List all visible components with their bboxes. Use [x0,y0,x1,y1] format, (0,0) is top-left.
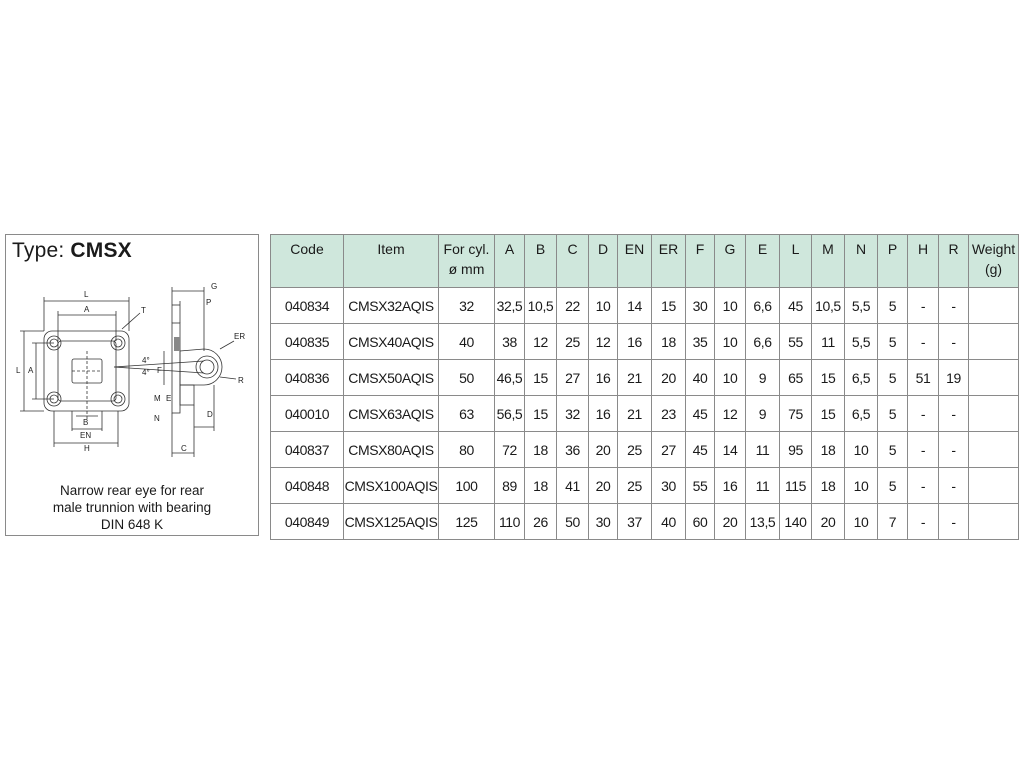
dim-label: EN [80,431,92,440]
column-header [878,235,908,288]
table-cell: 25 [557,324,589,360]
table-cell: 10,5 [525,288,557,324]
dim-label: L [84,290,89,299]
column-header [271,235,344,288]
dim-label: T [141,306,146,315]
column-header [939,235,969,288]
table-cell: 5 [878,324,908,360]
table-cell: 27 [557,360,589,396]
column-header-label: EN [624,241,645,257]
table-cell: - [908,324,939,360]
table-cell: 27 [652,432,686,468]
table-cell: 75 [780,396,812,432]
table-cell: 41 [557,468,589,504]
table-cell: 30 [686,288,715,324]
table-cell: 25 [618,432,652,468]
table-cell: 32 [439,288,495,324]
table-cell: 6,6 [746,324,780,360]
table-cell: 20 [812,504,845,540]
column-header [439,235,495,288]
table-cell: 55 [780,324,812,360]
dim-label: N [154,414,160,423]
table-cell: 32,5 [495,288,525,324]
table-cell: 18 [812,432,845,468]
table-cell: 21 [618,396,652,432]
table-cell: 9 [746,396,780,432]
table-cell: 30 [589,504,618,540]
table-cell: 15 [652,288,686,324]
table-cell: 115 [780,468,812,504]
table-cell: - [939,396,969,432]
table-cell: 72 [495,432,525,468]
dim-label: 4° [142,356,150,365]
table-cell: 19 [939,360,969,396]
column-header [845,235,878,288]
table-cell: 20 [589,468,618,504]
table-cell: 10 [589,288,618,324]
table-cell: 10 [845,432,878,468]
column-header [780,235,812,288]
table-cell: 040010 [271,396,344,432]
table-cell: 65 [780,360,812,396]
column-header [495,235,525,288]
table-cell: 5 [878,432,908,468]
table-cell [969,468,1019,504]
table-cell: 12 [525,324,557,360]
table-cell: 040836 [271,360,344,396]
table-cell: 15 [812,360,845,396]
table-cell: 125 [439,504,495,540]
table-cell: 50 [439,360,495,396]
column-header-label: Item [377,241,405,257]
table-cell: 89 [495,468,525,504]
table-cell: - [908,504,939,540]
table-cell: 45 [686,396,715,432]
table-cell [969,504,1019,540]
table-cell: 45 [780,288,812,324]
table-cell: 5,5 [845,288,878,324]
table-cell: 110 [495,504,525,540]
table-row [271,432,1019,468]
table-row [271,504,1019,540]
table-cell: 25 [618,468,652,504]
table-cell [969,432,1019,468]
table-cell: 40 [652,504,686,540]
table-cell: 16 [589,360,618,396]
column-header [618,235,652,288]
column-header [908,235,939,288]
table-cell: 18 [812,468,845,504]
table-cell: 18 [652,324,686,360]
header-row [271,235,1019,288]
dim-label: M [154,394,161,403]
table-cell: 10,5 [812,288,845,324]
table-cell: 36 [557,432,589,468]
column-header [686,235,715,288]
table-cell: 6,6 [746,288,780,324]
column-header [715,235,746,288]
table-cell: 32 [557,396,589,432]
dim-label: L [16,366,21,375]
dim-label: D [207,410,213,419]
column-header-label: P [887,241,898,257]
table-cell: 51 [908,360,939,396]
table-cell: 12 [715,396,746,432]
column-header-label: ER [658,241,679,257]
table-cell: 23 [652,396,686,432]
table-cell: 40 [686,360,715,396]
table-row [271,468,1019,504]
table-cell: 6,5 [845,360,878,396]
column-header [746,235,780,288]
column-header [589,235,618,288]
column-header-label: A [504,241,515,257]
table-cell: 16 [715,468,746,504]
table-cell: 46,5 [495,360,525,396]
table-row [271,396,1019,432]
table-cell: 35 [686,324,715,360]
table-cell: 20 [589,432,618,468]
table-cell: CMSX63AQIS [344,396,439,432]
table-cell: 20 [652,360,686,396]
table-cell: 9 [746,360,780,396]
table-cell: 20 [715,504,746,540]
table-row [271,288,1019,324]
table-cell: 10 [715,288,746,324]
table-cell: 14 [715,432,746,468]
dim-label: E [166,394,172,403]
column-header-label: H [917,241,929,257]
column-header-label: R [948,241,959,257]
column-header-label: Code [290,241,324,257]
table-cell: 7 [878,504,908,540]
table-cell: 040848 [271,468,344,504]
table-cell [969,396,1019,432]
table-cell: 21 [618,360,652,396]
table-cell: CMSX125AQIS [344,504,439,540]
table-cell: 55 [686,468,715,504]
dim-label: F [157,366,162,375]
table-cell: CMSX50AQIS [344,360,439,396]
table-cell: 56,5 [495,396,525,432]
table-cell: CMSX100AQIS [344,468,439,504]
table-cell: 12 [589,324,618,360]
table-cell: 140 [780,504,812,540]
table-cell [969,360,1019,396]
table-cell: 40 [439,324,495,360]
table-cell: 16 [618,324,652,360]
column-header-label: E [757,241,768,257]
table-cell: 15 [525,396,557,432]
dim-label: B [83,418,89,427]
table-cell: 11 [746,468,780,504]
table-cell: 11 [812,324,845,360]
spec-table [270,234,1019,540]
product-caption: Narrow rear eye for rear male trunnion with bearing DIN 648 K [52,483,212,532]
type-label: Type: [12,239,65,262]
table-cell: - [939,504,969,540]
table-cell: - [939,432,969,468]
table-cell: 16 [589,396,618,432]
table-cell: 30 [652,468,686,504]
table-cell: 040834 [271,288,344,324]
table-cell: 37 [618,504,652,540]
column-header [652,235,686,288]
table-cell: 60 [686,504,715,540]
table-cell: 10 [715,360,746,396]
technical-drawing [14,281,254,481]
table-cell: 5 [878,288,908,324]
table-cell: 18 [525,432,557,468]
table-cell: 45 [686,432,715,468]
table-cell: 50 [557,504,589,540]
table-cell: 10 [845,504,878,540]
column-header [969,235,1019,288]
table-cell: 38 [495,324,525,360]
column-header-label: L [791,241,800,257]
table-cell: - [939,288,969,324]
table-cell: 040837 [271,432,344,468]
table-cell: 18 [525,468,557,504]
table-cell: 100 [439,468,495,504]
table-cell: 95 [780,432,812,468]
table-cell: 14 [618,288,652,324]
table-cell: 5,5 [845,324,878,360]
table-cell: CMSX80AQIS [344,432,439,468]
dim-label: 4° [142,368,150,377]
table-row [271,360,1019,396]
table-cell [969,288,1019,324]
type-title [12,239,132,263]
table-cell: 5 [878,360,908,396]
column-header [812,235,845,288]
table-cell: 80 [439,432,495,468]
column-header-label: N [855,241,867,257]
type-name: CMSX [70,239,132,262]
column-header [557,235,589,288]
column-header [344,235,439,288]
table-cell: 11 [746,432,780,468]
table-cell: 15 [812,396,845,432]
column-header-label: Weight (g) [971,241,1016,277]
column-header-label: G [724,241,736,257]
dim-label: R [238,376,244,385]
dim-label: C [181,444,187,453]
table-cell: 5 [878,396,908,432]
column-header-label: For cyl. ø mm [443,241,490,277]
table-cell: - [939,468,969,504]
product-panel [5,234,259,536]
table-cell: - [908,396,939,432]
table-cell: 63 [439,396,495,432]
table-cell: 6,5 [845,396,878,432]
column-header [525,235,557,288]
table-cell [969,324,1019,360]
dim-label: H [84,444,90,453]
table-cell: 040849 [271,504,344,540]
table-cell: - [908,468,939,504]
column-header-label: D [597,241,609,257]
table-cell: 26 [525,504,557,540]
dim-label: P [206,298,212,307]
dim-label: A [28,366,34,375]
column-header-label: F [695,241,705,257]
column-header-label: B [535,241,546,257]
table-cell: - [908,288,939,324]
table-cell: 15 [525,360,557,396]
table-cell: - [939,324,969,360]
column-header-label: C [567,241,578,257]
dim-label: G [211,282,218,291]
table-row [271,324,1019,360]
table-cell: - [908,432,939,468]
table-cell: 13,5 [746,504,780,540]
column-header-label: M [822,241,834,257]
table-cell: 10 [715,324,746,360]
dim-label: A [84,305,90,314]
table-body [271,288,1019,540]
table-cell: 22 [557,288,589,324]
table-cell: 040835 [271,324,344,360]
table-cell: 10 [845,468,878,504]
table-cell: 5 [878,468,908,504]
dim-label: ER [234,332,246,341]
table-cell: CMSX40AQIS [344,324,439,360]
table-cell: CMSX32AQIS [344,288,439,324]
